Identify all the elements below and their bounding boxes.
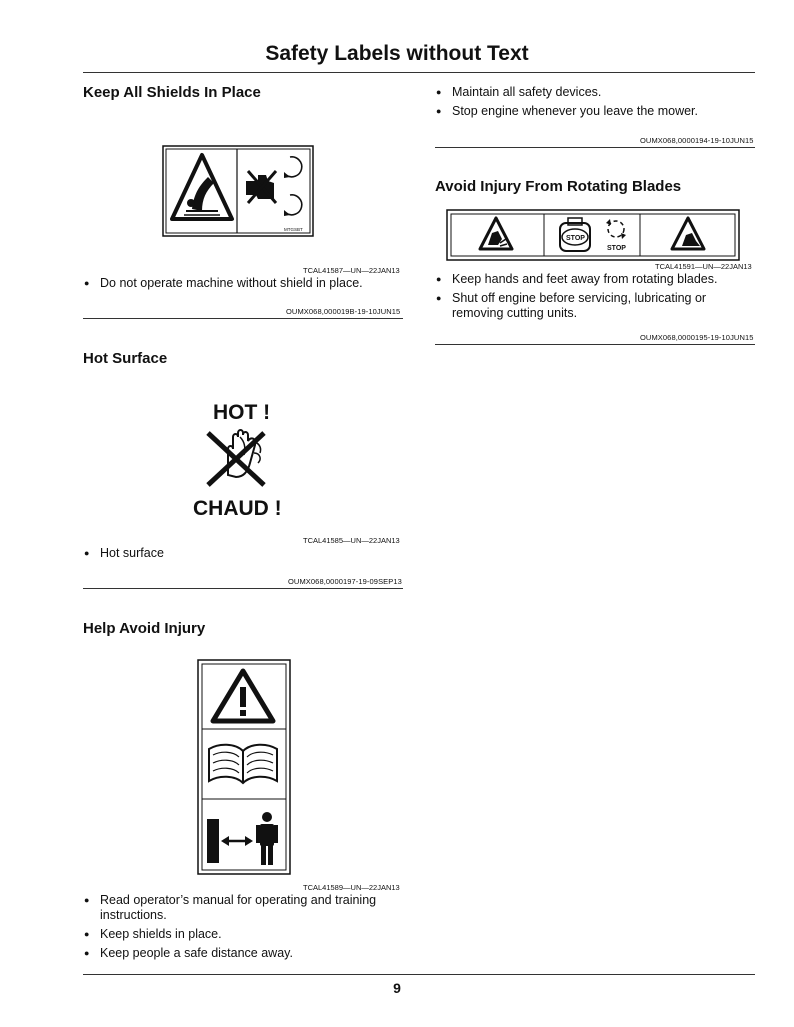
blades-reference-code: OUMX068,0000195-19-10JUN15 xyxy=(640,333,754,342)
section-rule xyxy=(435,344,755,345)
chaud-label-text: CHAUD ! xyxy=(193,497,282,520)
injury-image-code: TCAL41589—UN—22JAN13 xyxy=(303,883,400,892)
injury-bullet-list xyxy=(83,893,403,965)
hot-label-illustration xyxy=(188,397,300,521)
section-rule xyxy=(83,318,403,319)
section-rule xyxy=(83,588,403,589)
footer-rule xyxy=(83,974,755,975)
list-item: ● Do not operate machine without shield in place. xyxy=(83,276,403,291)
hot-reference-code: OUMX068,0000197-19-09SEP13 xyxy=(288,577,402,586)
hot-image-code: TCAL41585—UN—22JAN13 xyxy=(303,536,400,545)
list-item: ● Hot surface xyxy=(83,546,403,561)
title-rule xyxy=(83,72,755,73)
blades-label-illustration xyxy=(446,209,740,261)
list-item: ● Shut off engine before servicing, lubricating or removing cutting units. xyxy=(435,291,755,321)
hot-label-text: HOT ! xyxy=(213,401,271,424)
hot-bullet-list xyxy=(83,546,403,565)
page-number: 9 xyxy=(393,980,401,996)
list-item: ● Keep people a safe distance away. xyxy=(83,946,403,961)
section-title-blades: Avoid Injury From Rotating Blades xyxy=(435,178,682,195)
section-title-hot: Hot Surface xyxy=(83,350,168,367)
shield-label-code: MTGSBT xyxy=(284,227,303,232)
section-rule xyxy=(435,147,755,148)
shield-bullet-list xyxy=(83,276,403,295)
list-item: ● Keep hands and feet away from rotating blades. xyxy=(435,272,755,287)
list-item: ● Read operator’s manual for operating and training instructions. xyxy=(83,893,403,923)
list-item: ● Maintain all safety devices. xyxy=(435,85,755,100)
section-title-shields: Keep All Shields In Place xyxy=(83,84,261,101)
section-title-injury: Help Avoid Injury xyxy=(83,620,206,637)
shield-safety-label xyxy=(162,145,314,242)
injury-safety-label xyxy=(197,659,291,880)
devices-reference-code: OUMX068,0000194-19-10JUN15 xyxy=(640,136,754,145)
blades-bullet-list xyxy=(435,272,755,325)
hot-surface-label xyxy=(188,397,300,526)
list-item: ● Stop engine whenever you leave the mower. xyxy=(435,104,755,119)
shield-label-illustration xyxy=(162,145,314,237)
blades-safety-label xyxy=(446,209,740,266)
stop-sign-text: STOP xyxy=(566,235,585,242)
shield-reference-code: OUMX068,000019B-19-10JUN15 xyxy=(286,307,401,316)
page-title: Safety Labels without Text xyxy=(265,42,529,65)
stop-caption-text: STOP xyxy=(607,245,626,252)
blades-image-code: TCAL41591—UN—22JAN13 xyxy=(655,262,752,271)
devices-bullet-list xyxy=(435,85,755,123)
list-item: ● Keep shields in place. xyxy=(83,927,403,942)
shield-image-code: TCAL41587—UN—22JAN13 xyxy=(303,266,400,275)
injury-label-illustration xyxy=(197,659,291,875)
